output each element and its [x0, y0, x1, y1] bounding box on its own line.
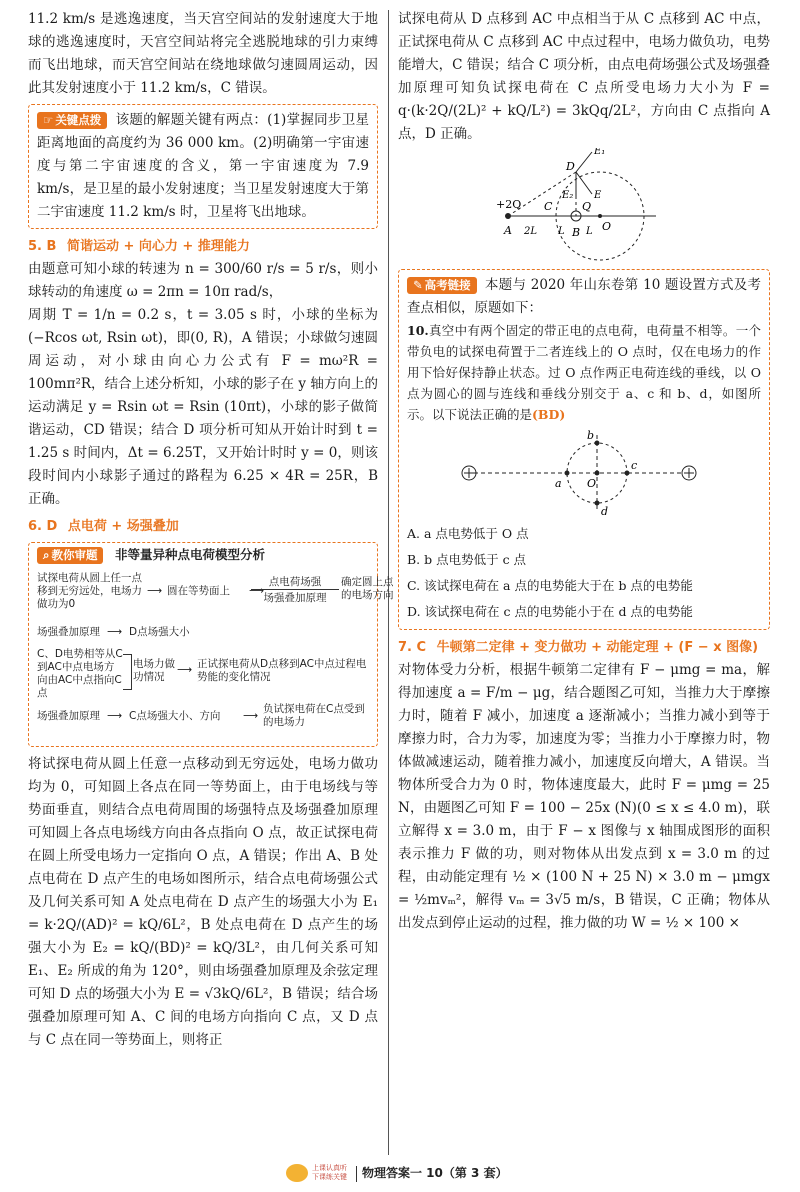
fig1-seg-BO: L — [586, 226, 593, 237]
q5-topic: 简谐运动 + 向心力 + 推理能力 — [66, 239, 250, 254]
flow-arrow: ⟶ — [249, 585, 265, 597]
link-icon: ✎ — [413, 278, 423, 292]
exam-answer: (BD) — [532, 407, 566, 422]
q6-number: 6. D — [28, 519, 58, 534]
fig1-label-D: D — [566, 160, 575, 173]
point-O — [595, 471, 600, 476]
flow-step-4: 确定圆上点的电场方向 — [341, 576, 394, 601]
q5-heading — [28, 235, 378, 258]
analysis-box — [28, 542, 394, 747]
q5-number: 5. B — [28, 239, 57, 254]
footer-separator — [356, 1166, 357, 1182]
q5-paragraph-1: 由题意可知小球的转速为 n = 300/60 r/s = 5 r/s，则小球转动的角速度 ω = 2πn = 10π rad/s， — [28, 261, 378, 300]
q7-paragraph-1: 对物体受力分析，根据牛顿第二定律有 F − μmg = ma，解得加速度 a = F/m − μg，结合题图乙可知，当推力大于摩擦力时，随着 F 减小，加速度 a 逐渐减小；当推力减小到等于摩擦力时，合力为零，加速度为零；当推力小于摩擦力时，物体做减速运动，随着推力减小，加速度反向增大，A 错误。当物体所受合力为 0 时，物体速度最大，此时 F = μmg = 25 N，由题图乙可知 F = 100 − 25x (N)(0 ≤ x ≤ 4.0 m)，联立解得 x = 3.0 m，由于 F − x 图像与 x 轴围成图形的面积表示推力 F 做的功，则对物体从出发点到 x = 3.0 m 的过程，由动能定理有 ½ × (100 N + 25 N) × 3.0 m − μmgx = ½mvₘ²，解得 vₘ = 3√5 m/s，B 错误，C 正确；物体从出发点到停止运动的过程，推力做的功 W = ½ × 100 × — [398, 662, 770, 931]
fig1-label-A: A — [504, 224, 512, 237]
flow-bracket — [123, 654, 132, 690]
flow-step-7: C、D电势相等从C到AC中点电场方向由AC中点指向C点 — [37, 648, 123, 699]
fig1-q-label: +2Q — [496, 198, 522, 211]
flow-step-3b: 场强叠加原理 — [263, 592, 327, 604]
flow-step-6: D点场强大小 — [129, 626, 190, 638]
point-d — [595, 501, 600, 506]
svg-text:c: c — [631, 459, 638, 472]
fig1-label-E: E — [594, 190, 602, 201]
flow-arrow: ⟶ — [107, 626, 123, 638]
q7-topic: 牛顿第二定律 + 变力做功 + 动能定理 + (F − x 图像) — [436, 640, 759, 655]
flow-step-3a: 点电荷场强 — [251, 576, 339, 590]
charge-A — [505, 213, 511, 219]
flow-step-2: 圆在等势面上 — [167, 585, 230, 597]
page-number: 物理答案一 10（第 3 套） — [362, 1166, 508, 1180]
flow-step-8: 电场力做功情况 — [133, 658, 175, 683]
page-footer — [0, 1158, 800, 1188]
right-column — [398, 8, 770, 935]
brand-logo-text: 上课认真听 下课练关键 — [312, 1164, 347, 1181]
exam-figure — [407, 425, 757, 521]
q6-heading — [28, 515, 378, 538]
flow-arrow: ⟶ — [147, 585, 163, 597]
fig1-label-O: O — [602, 220, 612, 233]
fig1-label-C: C — [544, 200, 553, 213]
point-a — [565, 471, 570, 476]
analysis-title: 非等量异种点电荷模型分析 — [114, 547, 265, 562]
svg-text:a: a — [555, 477, 562, 490]
charge-field-figure — [398, 148, 770, 263]
svg-text:d: d — [601, 505, 609, 518]
flow-step-1: 试探电荷从圆上任一点移到无穷远处，电场力做功为0 — [37, 572, 142, 610]
flow-step-5: 场强叠加原理 — [37, 626, 100, 638]
flow-step-11: C点场强大小、方向 — [129, 710, 221, 722]
flow-arrow: ⟶ — [107, 710, 123, 722]
option-A: A. a 点电势低于 O 点 — [407, 526, 529, 541]
svg-text:O: O — [587, 477, 597, 490]
point-c — [625, 471, 630, 476]
q6-paragraph-1: 将试探电荷从圆上任意一点移动到无穷远处，电场力做功均为 0，可知圆上各点在同一等势面上，由于电场线与等势面垂直，则结合点电荷周围的场强特点及场强叠加原理可知圆上各点电场线方向由各点指向 O 点，故正试探电荷在圆上所受电场力一定指向 O 点，A 错误；作出 A、B 处点电荷在 D 点产生的电场如图所示，结合点电荷场强公式及几何关系可知 A 处点电荷在 D 点产生的场强大小为 E₁ = k·2Q/(AD)² = kQ/6L²，B 处点电荷在 D 点产生的场强大小为 E₂ = kQ/(BD)² = kQ/3L²，由几何关系可知 E₁、E₂ 所成的角为 120°，则由场强叠加原理及余弦定理可知 D 点的场强大小为 E = √3kQ/6L²，B 错误；结合场强叠加原理可知 A、C 间的电场方向指向 C 点，又 D 点与 C 点在同一等势面上，则将正 — [28, 756, 378, 1048]
fig1-label-E2: E₂ — [562, 190, 574, 201]
flow-arrow: ⟶ — [177, 664, 193, 676]
key-tip-box — [28, 104, 378, 229]
svg-text:b: b — [587, 429, 595, 442]
option-D: D. 该试探电荷在 c 点的电势能小于在 d 点的电势能 — [407, 604, 693, 619]
brand-logo-icon — [286, 1164, 308, 1182]
key-tip-tag: ☞ 关键点拨 — [37, 112, 107, 129]
hand-icon: ☞ — [43, 113, 54, 127]
option-B: B. b 点电势低于 c 点 — [407, 552, 527, 567]
intro-paragraph: 11.2 km/s 是逃逸速度，当天宫空间站的发射速度大于地球的逃逸速度时，天宫空间站将完全逃脱地球的引力束缚而飞出地球，而天宫空间站在绕地球做匀速圆周运动，因此其发射速度小于 11.2 km/s，C 错误。 — [28, 11, 378, 96]
fig1-seg-AC: 2L — [524, 226, 538, 237]
flow-step-9: 正试探电荷从D点移到AC中点过程电势能的变化情况 — [197, 658, 367, 683]
flow-step-12: 负试探电荷在C点受到的电场力 — [263, 703, 365, 728]
q7-number: 7. C — [398, 640, 427, 655]
vector-E — [576, 172, 592, 194]
q6-topic: 点电荷 + 场强叠加 — [67, 519, 179, 534]
exam-question-text: 真空中有两个固定的带正电的点电荷，电荷量不相等。一个带负电的试探电荷置于二者连线上的 O 点时，仅在电场力的作用下恰好保持静止状态。过 O 点作两正电荷连线的垂线，以 O 点为圆心的圆与连线和垂线分别交于 a、c 和 b、d，如图所示。以下说法正确的是 — [407, 323, 761, 422]
exam-question-number: 10. — [407, 323, 429, 338]
point-O — [598, 214, 602, 218]
q7-heading — [398, 636, 770, 659]
left-column — [28, 8, 394, 1052]
analysis-tag: ⌕ 教你审题 — [37, 547, 103, 564]
point-b — [595, 441, 600, 446]
magnifier-icon: ⌕ — [43, 548, 50, 562]
flowchart — [37, 568, 394, 738]
exam-link-tag: ✎ 高考链接 — [407, 277, 477, 294]
fig1-seg-CB: L — [558, 226, 565, 237]
fig1-label-E1: E₁ — [594, 148, 606, 157]
exam-link-box — [398, 269, 770, 630]
vector-E1 — [576, 152, 592, 172]
flow-arrow: ⟶ — [243, 710, 259, 722]
fig1-label-Q: Q — [582, 200, 592, 213]
q6-continued-paragraph: 试探电荷从 D 点移到 AC 中点相当于从 C 点移到 AC 中点，正试探电荷从 C 点移到 AC 中点过程中，电场力做负功，电势能增大，C 错误；结合 C 项分析，由点电荷场强公式及场强叠加原理可知负试探电荷在 C 点所受电场力大小为 F = q·(k·2Q/(2L)² + kQ/L²) = 3kQq/2L²，方向由 C 点指向 A 点，D 正确。 — [398, 11, 770, 142]
key-tip-text: 该题的解题关键有两点：(1)掌握同步卫星距离地面的高度约为 36 000 km。(2)明确第一宇宙速度与第二宇宙速度的含义，第一宇宙速度为 7.9 km/s，是卫星的最小发射速度；当卫星发射速度大于第二宇宙速度 11.2 km/s 时，卫星将飞出地球。 — [37, 112, 369, 220]
flow-step-10: 场强叠加原理 — [37, 710, 100, 722]
exam-link-intro: 本题与 2020 年山东卷第 10 题设置方式及考查点相似，原题如下： — [407, 277, 761, 316]
option-C: C. 该试探电荷在 a 点的电势能大于在 b 点的电势能 — [407, 578, 693, 593]
fig1-label-B: B — [572, 226, 581, 239]
q5-paragraph-2: 周期 T = 1/n = 0.2 s，t = 3.05 s 时，小球的坐标为 (−Rcos ωt, Rsin ωt)，即(0, R)，A 错误；小球做匀速圆周运动，对小球由向心力公式有 F = mω²R = 100mπ²R，结合上述分析知，小球的影子在 y 轴方向上的运动满足 y = Rsin ωt = Rsin (10πt)，小球的影子做简谐运动，CD 错误；结合 D 项分析可知从开始计时到 t = 1.25 s 时间内，Δt = 6.25T，又开始计时时 y = 0，则该段时间内小球影子通过的路程为 6.25 × 4R = 25R，B 正确。 — [28, 307, 378, 507]
